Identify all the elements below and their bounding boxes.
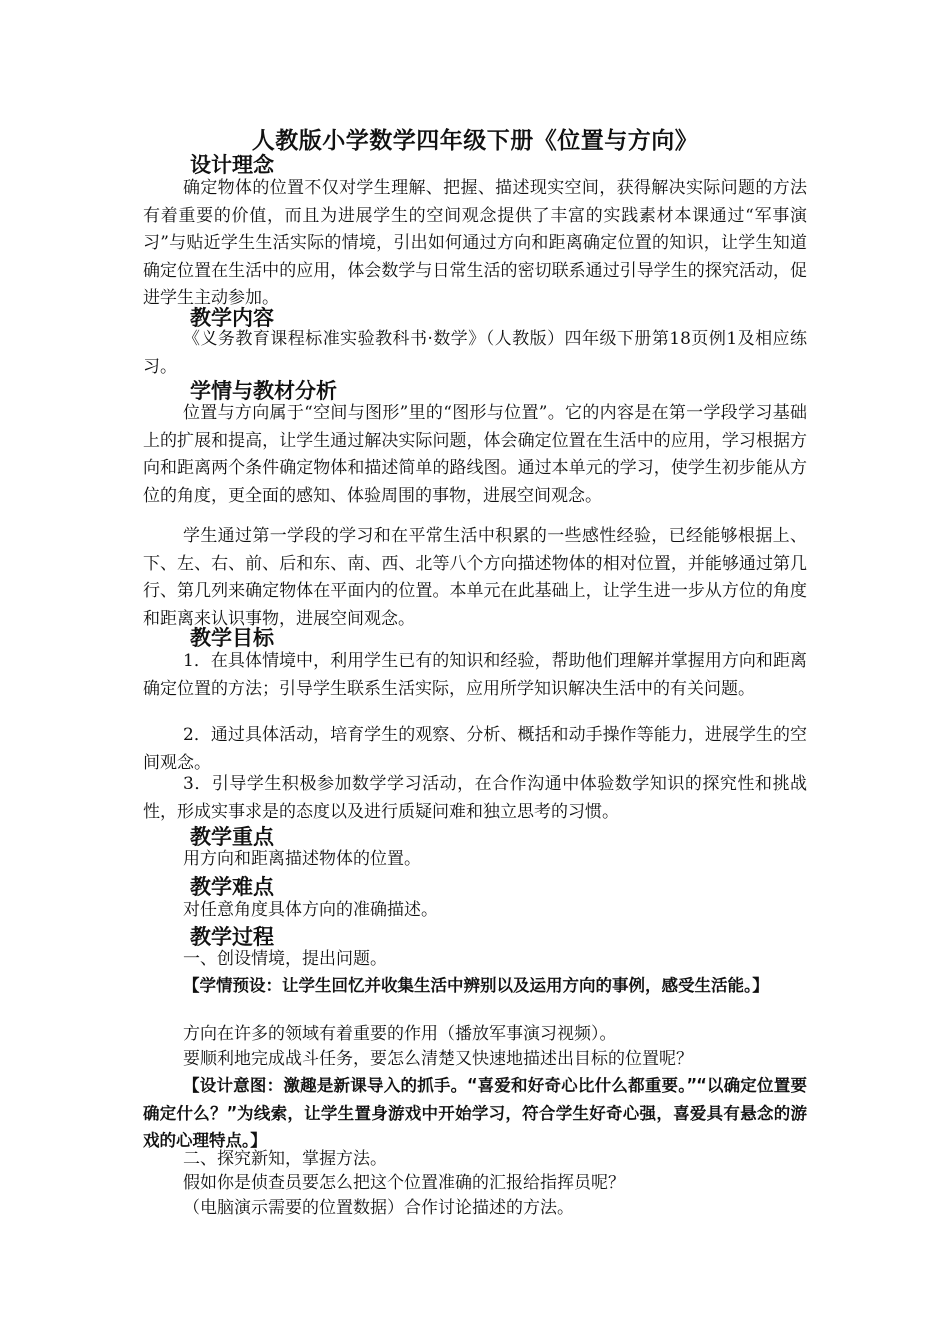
difficulty-text: 对任意角度具体方向的准确描述。: [183, 900, 438, 920]
heading-process: 教学过程: [190, 925, 274, 949]
heading-analysis: 学情与教材分析: [190, 379, 337, 403]
objective-item: 2．通过具体活动，培育学生的观察、分析、概括和动手操作等能力，进展学生的空间观念。: [143, 725, 807, 773]
heading-objectives: 教学目标: [190, 626, 274, 650]
process-line: 方向在许多的领域有着重要的作用（播放军事演习视频）。: [183, 1024, 617, 1044]
heading-key-point: 教学重点: [190, 825, 274, 849]
preset-note: 【学情预设：让学生回忆并收集生活中辨别以及运用方向的事例，感受生活能。】: [183, 976, 769, 995]
analysis-paragraph: 学生通过第一学段的学习和在平常生活中积累的一些感性经验，已经能够根据上、下、左、右、前、后和东、南、西、北等八个方向描述物体的相对位置，并能够通过第几行、第几列来确定物体在平面内的位置。本单元在此基础上，让学生进一步从方位的角度和距离来认识事物，进展空间观念。: [143, 526, 807, 629]
document-title: 人教版小学数学四年级下册《位置与方向》: [251, 128, 699, 154]
design-intent-note: 【设计意图：激趣是新课导入的抓手。“喜爱和好奇心比什么都重要。”“以确定位置要确定什么？”为线索，让学生置身游戏中开始学习，符合学生好奇心强，喜爱具有悬念的游戏的心理特点。】: [143, 1076, 807, 1150]
analysis-paragraph: 位置与方向属于“空间与图形”里的“图形与位置”。它的内容是在第一学段学习基础上的扩展和提高，让学生通过解决实际问题，体会确定位置在生活中的应用，学习根据方向和距离两个条件确定物体和描述简单的路线图。通过本单元的学习，使学生初步能从方位的角度，更全面的感知、体验周围的事物，进展空间观念。: [143, 403, 807, 506]
key-point-text: 用方向和距离描述物体的位置。: [183, 849, 421, 869]
heading-teaching-content: 教学内容: [190, 306, 274, 330]
heading-design-concept: 设计理念: [190, 153, 274, 177]
process-line: （电脑演示需要的位置数据）合作讨论描述的方法。: [183, 1198, 574, 1218]
objective-item: 1．在具体情境中，利用学生已有的知识和经验，帮助他们理解并掌握用方向和距离确定位置的方法；引导学生联系生活实际，应用所学知识解决生活中的有关问题。: [143, 651, 807, 699]
objective-item: 3．引导学生积极参加数学学习活动，在合作沟通中体验数学知识的探究性和挑战性，形成实事求是的态度以及进行质疑问难和独立思考的习惯。: [143, 774, 807, 822]
process-line: 假如你是侦查员要怎么把这个位置准确的汇报给指挥员呢？: [183, 1173, 625, 1193]
heading-difficulty: 教学难点: [190, 875, 274, 899]
design-concept-text: 确定物体的位置不仅对学生理解、把握、描述现实空间，获得解决实际问题的方法有着重要的价值，而且为进展学生的空间观念提供了丰富的实践素材本课通过“军事演习”与贴近学生生活实际的情境，引出如何通过方向和距离确定位置的知识，让学生知道确定位置在生活中的应用，体会数学与日常生活的密切联系通过引导学生的探究活动，促进学生主动参加。: [143, 178, 807, 308]
teaching-content-text: 《义务教育课程标准实验教科书·数学》（人教版）四年级下册第18页例1及相应练习。: [143, 329, 807, 377]
process-step: 二、探究新知，掌握方法。: [183, 1149, 387, 1169]
process-step: 一、创设情境，提出问题。: [183, 949, 387, 969]
process-line: 要顺利地完成战斗任务，要怎么清楚又快速地描述出目标的位置呢？: [183, 1049, 693, 1069]
